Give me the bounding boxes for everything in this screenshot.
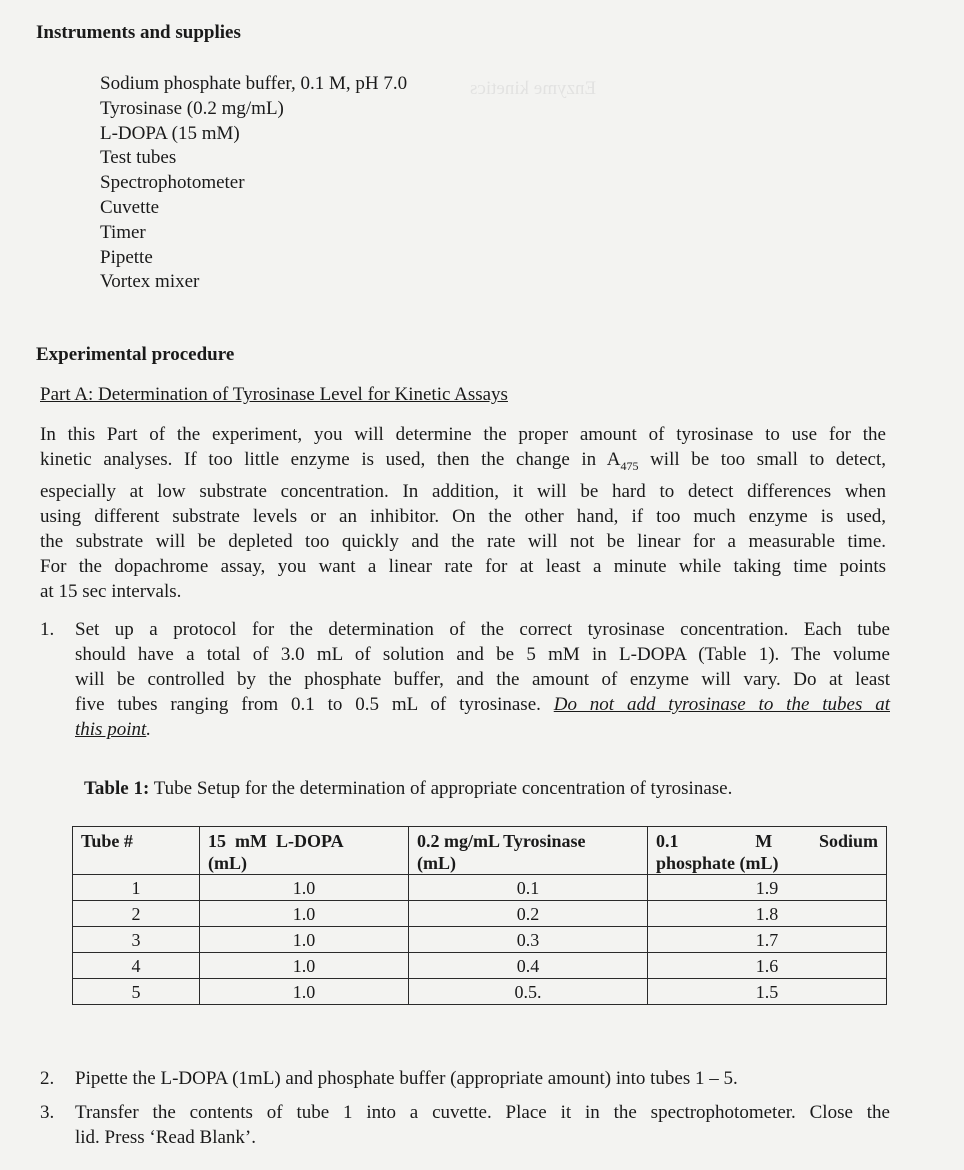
cell-ldopa: 1.0 — [200, 953, 409, 979]
header-text: 0.1 — [656, 831, 679, 851]
supplies-list — [100, 72, 407, 295]
header-text: Tube # — [81, 831, 133, 851]
header-text: M — [755, 831, 773, 851]
procedure-heading: Experimental procedure — [36, 344, 235, 365]
step-text: five tubes ranging from 0.1 to 0.5 mL of tyrosinase. — [75, 694, 554, 715]
intro-paragraph — [40, 422, 886, 604]
paragraph-text: will be too small to detect, — [638, 449, 886, 470]
header-text: (mL) — [208, 853, 247, 873]
table-caption — [84, 778, 732, 800]
cell-tube: 2 — [73, 901, 200, 927]
step-line — [75, 717, 890, 742]
paragraph-line: the substrate will be depleted too quickly and the rate will not be linear for a measurable time. — [40, 530, 886, 552]
cell-ldopa: 1.0 — [200, 927, 409, 953]
header-text: 0.2 mg/mL Tyrosinase — [417, 831, 586, 851]
header-text: phosphate (mL) — [656, 853, 779, 873]
cell-tyrosinase: 0.4 — [409, 953, 648, 979]
step-line: should have a total of 3.0 mL of solution and be 5 mM in L-DOPA (Table 1). The volume — [75, 644, 890, 665]
supply-item: Tyrosinase (0.2 mg/mL) — [100, 97, 284, 119]
cell-tyrosinase: 0.1 — [409, 875, 648, 901]
cell-phosphate: 1.5 — [648, 979, 887, 1005]
cell-tyrosinase: 0.5. — [409, 979, 648, 1005]
header-text: Sodium — [818, 831, 878, 851]
cell-phosphate: 1.7 — [648, 927, 887, 953]
step-line: Set up a protocol for the determination of the correct tyrosinase concentration. Each tube — [75, 619, 890, 640]
cell-tyrosinase: 0.2 — [409, 901, 648, 927]
step-text: Pipette the L-DOPA (1mL) and phosphate buffer (appropriate amount) into tubes 1 – 5. — [75, 1068, 738, 1089]
header-phosphate — [648, 827, 887, 875]
cell-tube: 3 — [73, 927, 200, 953]
header-ldopa — [200, 827, 409, 875]
step-line: will be controlled by the phosphate buffer, and the amount of enzyme will vary. Do at least — [75, 669, 890, 690]
supply-item: L-DOPA (15 mM) — [100, 122, 240, 144]
cell-ldopa: 1.0 — [200, 979, 409, 1005]
step-body — [75, 617, 890, 742]
emphasis-note: this point — [75, 719, 147, 740]
step-number: 3. — [40, 1102, 55, 1123]
supply-item: Cuvette — [100, 196, 160, 218]
cell-tube: 4 — [73, 953, 200, 979]
cell-ldopa: 1.0 — [200, 875, 409, 901]
header-text: 15 mM L-DOPA — [208, 831, 344, 851]
supply-item: Sodium phosphate buffer, 0.1 M, pH 7.0 — [100, 73, 408, 94]
paragraph-line — [40, 447, 886, 479]
absorbance-subscript: 475 — [620, 458, 639, 473]
paragraph-line: especially at low substrate concentration. In addition, it will be hard to detect differences when — [40, 480, 886, 502]
step-1 — [40, 617, 890, 747]
step-line — [75, 692, 890, 717]
cell-phosphate: 1.8 — [648, 901, 887, 927]
supply-item: Test tubes — [100, 147, 177, 169]
cell-tyrosinase: 0.3 — [409, 927, 648, 953]
cell-ldopa: 1.0 — [200, 901, 409, 927]
table-header-row — [73, 827, 887, 875]
header-tyrosinase — [409, 827, 648, 875]
supply-item: Spectrophotometer — [100, 172, 245, 194]
paragraph-line: at 15 sec intervals. — [40, 580, 182, 602]
step-number: 2. — [40, 1068, 55, 1089]
table-row — [73, 901, 887, 927]
step-line: Transfer the contents of tube 1 into a cuvette. Place it in the spectrophotometer. Close the — [75, 1102, 890, 1123]
cell-tube: 1 — [73, 875, 200, 901]
paragraph-line: In this Part of the experiment, you will determine the proper amount of tyrosinase to use for the — [40, 424, 886, 445]
step-body — [75, 1100, 890, 1150]
part-a-title: Part A: Determination of Tyrosinase Level for Kinetic Assays — [40, 384, 508, 405]
instruments-heading: Instruments and supplies — [36, 22, 241, 43]
table-caption-text: Tube Setup for the determination of appropriate concentration of tyrosinase. — [149, 778, 733, 799]
step-2 — [40, 1066, 890, 1092]
supply-item: Pipette — [100, 246, 153, 268]
cell-phosphate: 1.9 — [648, 875, 887, 901]
table-row — [73, 927, 887, 953]
tube-setup-table — [72, 826, 887, 1005]
step-line: lid. Press ‘Read Blank’. — [75, 1127, 257, 1148]
paragraph-line: using different substrate levels or an inhibitor. On the other hand, if too much enzyme is used, — [40, 505, 886, 527]
bleed-through-text: Enzyme kinetics — [470, 78, 597, 99]
table-caption-label: Table 1: — [84, 778, 150, 799]
cell-tube: 5 — [73, 979, 200, 1005]
emphasis-note: Do not add tyrosinase to the tubes at — [553, 694, 890, 715]
header-tube — [73, 827, 200, 875]
supply-item: Timer — [100, 221, 146, 243]
table-row — [73, 875, 887, 901]
supply-item: Vortex mixer — [100, 271, 200, 293]
step-body — [75, 1066, 890, 1091]
table-row — [73, 953, 887, 979]
step-number: 1. — [40, 619, 55, 640]
step-text: . — [146, 719, 152, 740]
paragraph-text: kinetic analyses. If too little enzyme is used, then the change in A — [40, 449, 621, 470]
cell-phosphate: 1.6 — [648, 953, 887, 979]
paragraph-line: For the dopachrome assay, you want a linear rate for at least a minute while taking time points — [40, 555, 886, 577]
step-3 — [40, 1100, 890, 1152]
table-row — [73, 979, 887, 1005]
header-text: (mL) — [417, 853, 456, 873]
